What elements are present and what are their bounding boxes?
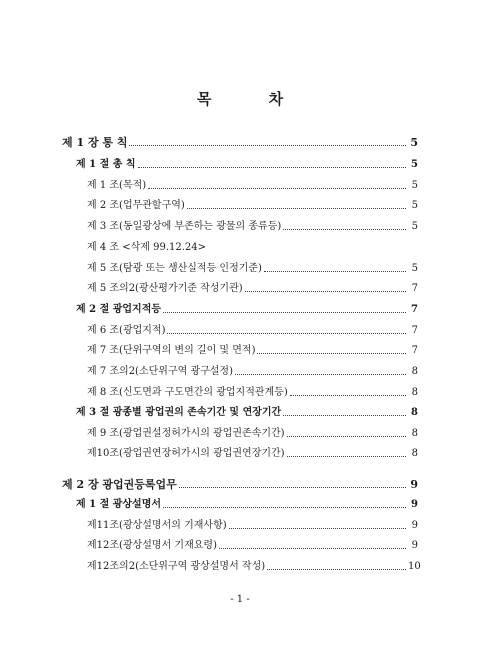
toc-entry[interactable]: [62, 135, 418, 149]
toc-dot-leader: [287, 456, 406, 457]
toc-entry-page: 5: [411, 263, 418, 274]
toc-entry[interactable]: [87, 538, 418, 552]
toc-entry-page: 9: [411, 540, 418, 551]
toc-entry-title: 제 5 조의2(광산평가기준 작성기관): [87, 283, 243, 294]
toc-entry[interactable]: [87, 261, 418, 275]
toc-entry-title: 제 9 조(광업권설정허가시의 광업권존속기간): [87, 428, 285, 439]
toc-entry-page: 8: [411, 407, 418, 418]
toc-dot-leader: [138, 167, 406, 168]
toc-dot-leader: [179, 487, 406, 488]
toc-dot-leader: [229, 528, 406, 529]
toc-entry-title: 제 8 조(신도면과 구도면간의 광업지적관계등): [87, 387, 288, 398]
toc-entry-page: 9: [411, 520, 418, 531]
toc-entry[interactable]: [87, 281, 418, 295]
toc-entry[interactable]: [87, 178, 418, 192]
toc-entry-title: 제 7 조의2(소단위구역 광구설정): [87, 366, 233, 377]
toc-entry[interactable]: [87, 198, 418, 212]
toc-entry-title: 제 2 장 광업권등록업무: [62, 478, 177, 491]
toc-entry-page: 8: [411, 448, 418, 459]
toc-entry-page: 7: [411, 325, 418, 336]
page-title: 목 차: [196, 90, 310, 108]
toc-entry[interactable]: [76, 302, 418, 316]
toc-entry[interactable]: [76, 157, 418, 171]
toc-dot-leader: [163, 507, 406, 508]
page-number: - 1 -: [230, 594, 250, 605]
toc-dot-leader: [264, 271, 406, 272]
toc-entry-page: 8: [411, 387, 418, 398]
toc-entry-title: 제 3 조(동일광상에 부존하는 광물의 종류등): [87, 221, 282, 232]
toc-entry-title: 제 1 절 광상설명서: [76, 499, 162, 510]
toc-entry-title: 제 2 조(업무관할구역): [87, 200, 185, 211]
toc-dot-leader: [187, 208, 406, 209]
toc-entry-title: 제12조의2(소단위구역 광상설명서 작성): [87, 561, 266, 572]
toc-entry[interactable]: [76, 497, 418, 511]
toc-entry-title: 제 5 조(탐광 또는 생산실적등 인정기준): [87, 263, 262, 274]
toc-dot-leader: [283, 229, 406, 230]
toc-dot-leader: [129, 145, 406, 146]
toc-entry-page: 8: [411, 366, 418, 377]
toc-dot-leader: [148, 188, 406, 189]
toc-entry[interactable]: [87, 364, 418, 378]
toc-entry[interactable]: [87, 343, 418, 357]
toc-entry[interactable]: [87, 446, 418, 460]
toc-entry-page: 5: [410, 136, 418, 149]
toc-entry-title: 제 7 조(단위구역의 변의 길이 및 면적): [87, 345, 256, 356]
toc-dot-leader: [267, 569, 406, 570]
toc-dot-leader: [167, 333, 406, 334]
toc-dot-leader: [219, 548, 406, 549]
toc-entry[interactable]: [76, 405, 418, 419]
toc-entry[interactable]: [87, 240, 418, 254]
toc-entry[interactable]: [87, 385, 418, 399]
toc-entry-page: 8: [411, 428, 418, 439]
toc-dot-leader: [290, 395, 406, 396]
toc-dot-leader: [287, 436, 406, 437]
toc-dot-leader: [257, 353, 406, 354]
toc-entry-page: 7: [411, 283, 418, 294]
toc-entry-title: 제 2 절 광업지적등: [76, 304, 162, 315]
toc-entry-title: 제10조(광업권연장허가시의 광업권연장기간): [87, 448, 285, 459]
toc-entry-title: 제 1 장 통 칙: [62, 136, 128, 149]
toc-entry-title: 제 6 조(광업지적): [87, 325, 166, 336]
toc-entry-page: 10: [408, 561, 421, 572]
toc-entry-title: 제12조(광상설명서 기재요령): [87, 540, 217, 551]
toc-entry-title: 제 4 조 <삭제 99.12.24>: [87, 242, 207, 253]
toc-entry-title: 제11조(광상설명서의 기재사항): [87, 520, 227, 531]
toc-entry-page: 7: [411, 304, 418, 315]
toc-entry-page: 5: [411, 180, 418, 191]
toc-entry-page: 5: [411, 159, 418, 170]
toc-entry[interactable]: [62, 477, 418, 491]
toc-entry-page: 5: [411, 200, 418, 211]
toc-entry-title: 제 1 조(목적): [87, 180, 147, 191]
toc-dot-leader: [283, 415, 406, 416]
toc-entry[interactable]: [87, 426, 418, 440]
toc-entry[interactable]: [87, 323, 418, 337]
toc-entry-title: 제 3 절 광종별 광업권의 존속기간 및 연장기간: [76, 407, 282, 418]
toc-entry-page: 9: [410, 478, 418, 491]
toc-entry[interactable]: [87, 518, 418, 532]
toc-dot-leader: [163, 312, 406, 313]
toc-dot-leader: [235, 374, 406, 375]
toc-entry[interactable]: [87, 559, 421, 573]
toc-dot-leader: [245, 291, 406, 292]
toc-entry-page: 5: [411, 221, 418, 232]
toc-entry[interactable]: [87, 219, 418, 233]
toc-entry-page: 7: [411, 345, 418, 356]
toc-entry-page: 9: [411, 499, 418, 510]
toc-entry-title: 제 1 절 총 칙: [76, 159, 136, 170]
